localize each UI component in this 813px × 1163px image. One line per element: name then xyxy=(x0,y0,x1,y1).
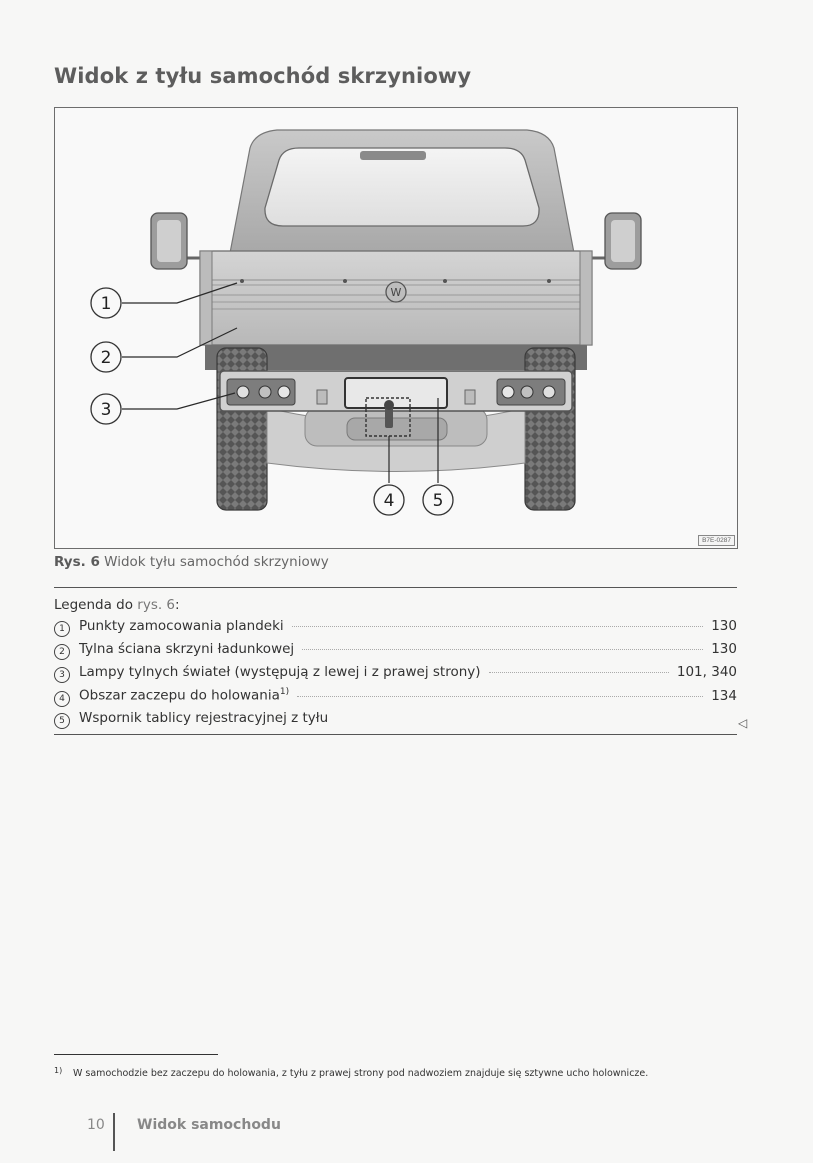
page-title: Widok z tyłu samochód skrzyniowy xyxy=(54,64,472,88)
callout-3 xyxy=(91,394,121,424)
callout-2 xyxy=(91,342,121,372)
callout-4-number: 4 xyxy=(383,491,395,511)
callout-1 xyxy=(91,288,121,318)
leader-dots xyxy=(302,649,703,650)
page-reference-link[interactable]: 130 xyxy=(711,641,737,657)
legend-intro: Legenda do xyxy=(54,597,133,613)
legend-label: Tylna ściana skrzyni ładunkowej xyxy=(79,641,295,657)
page-reference-link[interactable]: 101, 340 xyxy=(676,664,737,680)
legend-label xyxy=(79,687,289,704)
page-reference-link[interactable]: 130 xyxy=(711,618,737,634)
legend-number: 1 xyxy=(54,621,70,637)
callout-5 xyxy=(423,485,453,515)
footnote-divider xyxy=(54,1054,218,1055)
legend-number: 2 xyxy=(54,644,70,660)
leader-dots xyxy=(297,696,703,697)
figure-caption xyxy=(54,554,329,570)
divider xyxy=(54,734,737,735)
callout-5-number: 5 xyxy=(432,491,444,511)
legend-label-text: Obszar zaczepu do holowania xyxy=(79,687,280,704)
legend-number: 3 xyxy=(54,667,70,683)
section-end-icon: ◁ xyxy=(738,716,748,730)
footer-section-title: Widok samochodu xyxy=(137,1117,281,1133)
legend-title xyxy=(54,597,180,613)
figure-rear-view xyxy=(54,107,738,549)
callout-1-number: 1 xyxy=(100,294,112,314)
page-reference-link[interactable]: 134 xyxy=(711,687,737,704)
leader-dots xyxy=(489,672,669,673)
caption-text: Widok tyłu samochód skrzyniowy xyxy=(104,554,329,570)
legend-colon: : xyxy=(175,597,180,613)
legend-item xyxy=(54,710,737,733)
legend-item xyxy=(54,641,737,664)
footnote-ref[interactable]: 1) xyxy=(279,687,290,697)
legend-figure-link[interactable]: rys. 6 xyxy=(137,597,176,613)
pickup-rear-illustration xyxy=(55,108,737,548)
callout-3-number: 3 xyxy=(100,400,112,420)
svg-text:W: W xyxy=(390,286,402,299)
figure-code: B7E-0287 xyxy=(698,535,735,546)
footnote-mark: 1) xyxy=(54,1066,63,1075)
legend-label: Lampy tylnych świateł (występują z lewej i z prawej strony) xyxy=(79,664,481,680)
leader-dots xyxy=(292,626,704,627)
legend-item xyxy=(54,618,737,641)
callout-4 xyxy=(374,485,404,515)
page-number: 10 xyxy=(87,1117,105,1133)
legend-number: 5 xyxy=(54,713,70,729)
footer-divider xyxy=(113,1113,115,1151)
legend-label: Punkty zamocowania plandeki xyxy=(79,618,284,634)
caption-label: Rys. 6 xyxy=(54,554,100,570)
divider xyxy=(54,587,737,588)
legend-label: Wspornik tablicy rejestracyjnej z tyłu xyxy=(79,710,329,726)
legend-number: 4 xyxy=(54,691,70,707)
legend-item xyxy=(54,664,737,687)
legend-list xyxy=(54,618,737,733)
callout-2-number: 2 xyxy=(100,348,112,368)
footnote-text: W samochodzie bez zaczepu do holowania, z tyłu z prawej strony pod nadwoziem znajduje się sztywne ucho holownicze. xyxy=(73,1068,649,1079)
legend-item xyxy=(54,687,737,710)
